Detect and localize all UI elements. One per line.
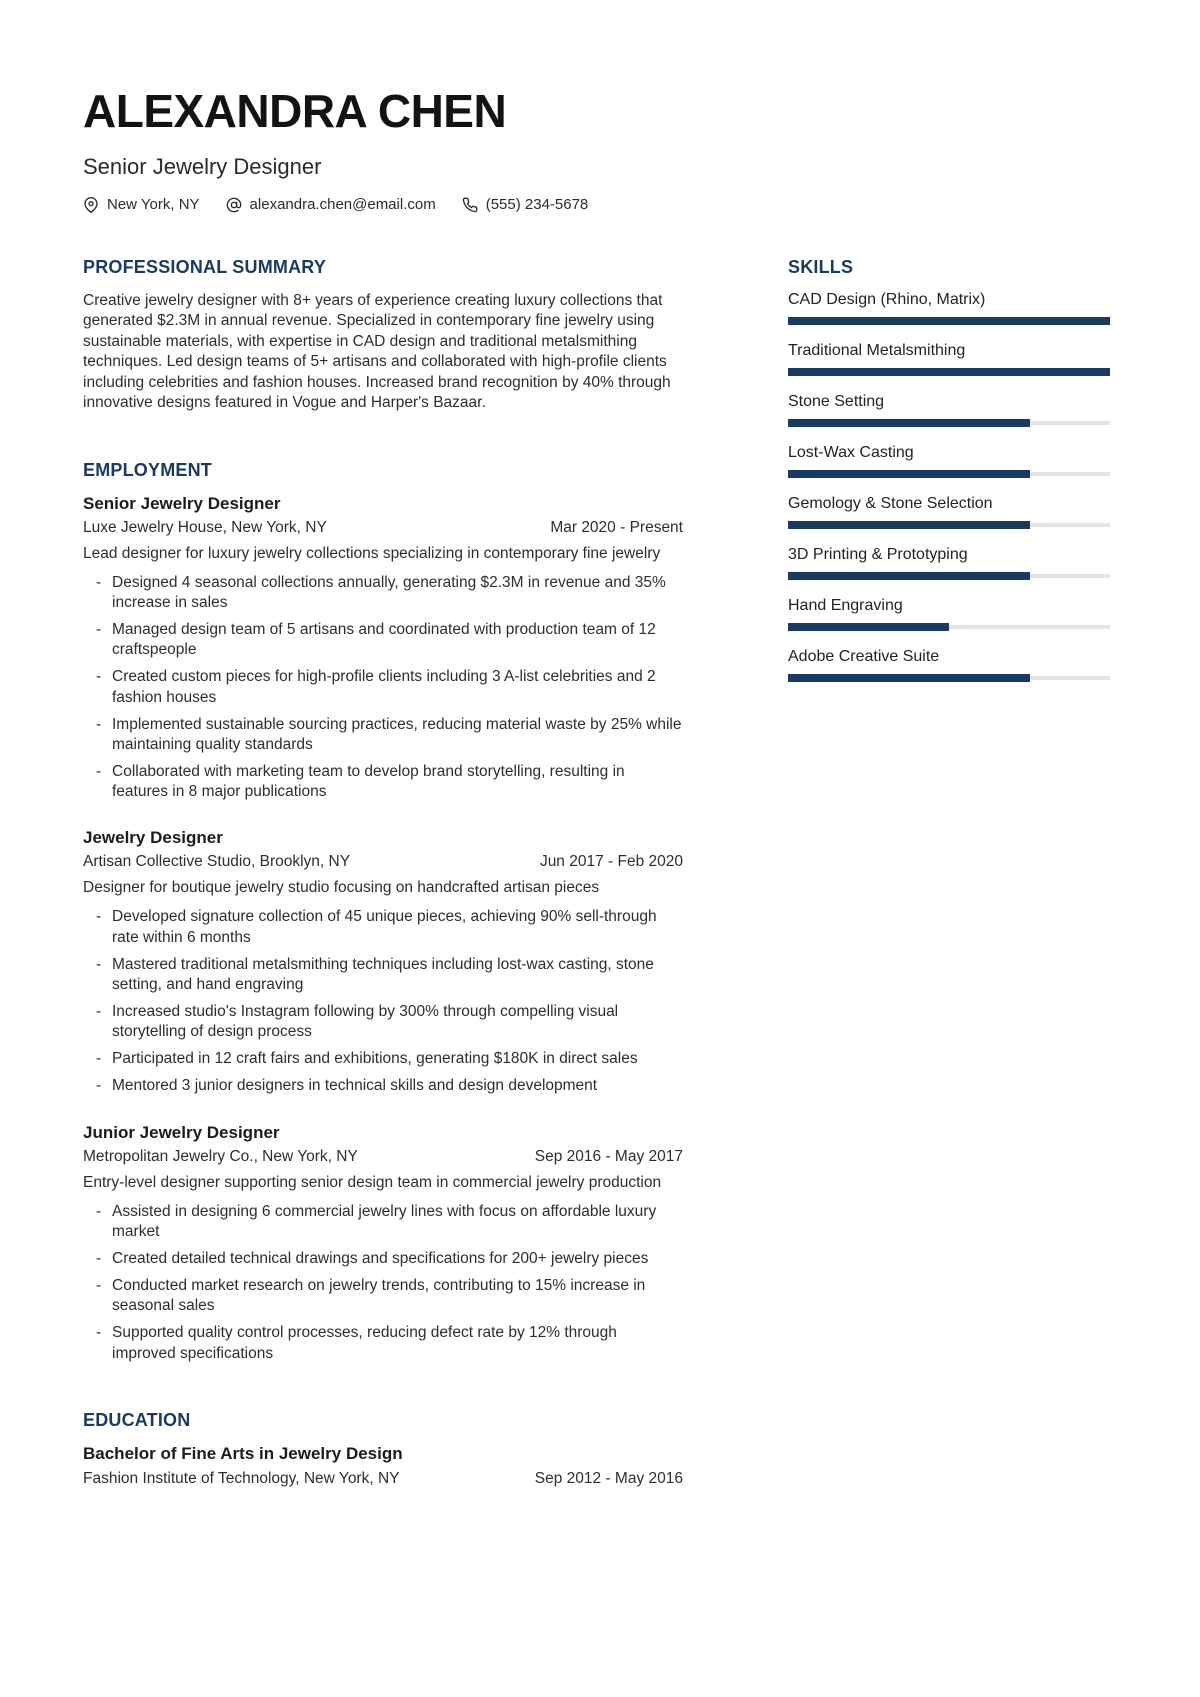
- skills-column: [788, 257, 1110, 699]
- job-bullet: - Collaborated with marketing team to develop brand storytelling, resulting in features in 8 major publications: [83, 762, 683, 802]
- section-employment: [83, 460, 683, 1364]
- location-pin-icon: [83, 197, 99, 213]
- skill-label: CAD Design (Rhino, Matrix): [788, 291, 986, 308]
- section-education: [83, 1410, 683, 1488]
- education-heading: EDUCATION: [83, 1409, 191, 1430]
- job-bullet: - Mastered traditional metalsmithing techniques including lost-wax casting, stone setting, and hand engraving: [83, 955, 683, 995]
- job-dates: Mar 2020 - Present: [550, 518, 683, 536]
- skill-label: Adobe Creative Suite: [788, 648, 940, 665]
- skill-progress-bar: [788, 572, 1110, 580]
- job-bullet-list: [83, 1202, 683, 1364]
- job-title: Senior Jewelry Designer: [83, 493, 281, 513]
- job-bullet: - Developed signature collection of 45 unique pieces, achieving 90% sell-through rate within 6 months: [83, 907, 683, 947]
- contact-phone-text: (555) 234-5678: [485, 196, 589, 213]
- skill-item: [788, 648, 1110, 682]
- skill-item: [788, 546, 1110, 580]
- skills-heading: SKILLS: [788, 257, 854, 277]
- skill-progress-bar: [788, 623, 1110, 631]
- at-sign-icon: [226, 197, 242, 213]
- skill-item: [788, 393, 1110, 427]
- job-bullet: - Assisted in designing 6 commercial jewelry lines with focus on affordable luxury market: [83, 1202, 683, 1242]
- candidate-name: ALEXANDRA CHEN: [83, 85, 507, 137]
- skill-item: [788, 444, 1110, 478]
- skill-label: Lost-Wax Casting: [788, 444, 914, 461]
- skill-label: 3D Printing & Prototyping: [788, 546, 968, 563]
- contact-row: [83, 196, 1110, 213]
- skill-label: Hand Engraving: [788, 597, 903, 614]
- skill-item: [788, 291, 1110, 325]
- job-bullet: - Created detailed technical drawings and specifications for 200+ jewelry pieces: [83, 1249, 683, 1269]
- job-bullet: - Implemented sustainable sourcing practices, reducing material waste by 25% while maintaining quality standards: [83, 715, 683, 755]
- job-entry: [83, 1123, 683, 1364]
- job-entry: [83, 828, 683, 1096]
- job-title: Junior Jewelry Designer: [83, 1122, 280, 1142]
- skill-progress-bar: [788, 674, 1110, 682]
- skill-item: [788, 597, 1110, 631]
- candidate-title: Senior Jewelry Designer: [83, 154, 322, 179]
- contact-email: [226, 196, 436, 213]
- job-bullet: - Supported quality control processes, reducing defect rate by 12% through improved specifications: [83, 1323, 683, 1363]
- skill-label: Traditional Metalsmithing: [788, 342, 966, 359]
- job-bullet: - Designed 4 seasonal collections annually, generating $2.3M in revenue and 35% increase in sales: [83, 573, 683, 613]
- education-school: Fashion Institute of Technology, New York, NY: [83, 1469, 400, 1487]
- employment-heading: EMPLOYMENT: [83, 459, 213, 480]
- skill-progress-bar: [788, 470, 1110, 478]
- contact-location: [83, 196, 200, 213]
- job-company: Artisan Collective Studio, Brooklyn, NY: [83, 853, 351, 871]
- job-company: Metropolitan Jewelry Co., New York, NY: [83, 1147, 358, 1165]
- job-bullet-list: [83, 573, 683, 802]
- skill-label: Gemology & Stone Selection: [788, 495, 993, 512]
- contact-location-text: New York, NY: [107, 196, 200, 213]
- job-bullet: - Created custom pieces for high-profile clients including 3 A-list celebrities and 2 fashion houses: [83, 667, 683, 707]
- job-title: Jewelry Designer: [83, 828, 223, 848]
- main-column: [83, 257, 683, 1488]
- contact-email-text: alexandra.chen@email.com: [249, 196, 436, 213]
- job-description: Lead designer for luxury jewelry collections specializing in contemporary fine jewelry: [83, 544, 661, 562]
- section-professional-summary: [83, 257, 683, 414]
- resume-header: [83, 85, 1110, 213]
- job-dates: Jun 2017 - Feb 2020: [539, 853, 683, 871]
- skill-progress-bar: [788, 419, 1110, 427]
- job-bullet: - Increased studio's Instagram following by 300% through compelling visual storytelling of design process: [83, 1002, 683, 1042]
- skill-progress-bar: [788, 317, 1110, 325]
- education-dates: Sep 2012 - May 2016: [534, 1469, 683, 1487]
- skill-item: [788, 342, 1110, 376]
- skill-progress-bar: [788, 521, 1110, 529]
- job-description: Entry-level designer supporting senior design team in commercial jewelry production: [83, 1173, 662, 1191]
- skill-label: Stone Setting: [788, 393, 885, 410]
- phone-icon: [462, 197, 478, 213]
- summary-heading: PROFESSIONAL SUMMARY: [83, 257, 327, 277]
- job-bullet: - Participated in 12 craft fairs and exhibitions, generating $180K in direct sales: [83, 1049, 683, 1069]
- skill-progress-bar: [788, 368, 1110, 376]
- education-degree: Bachelor of Fine Arts in Jewelry Design: [83, 1443, 403, 1463]
- job-description: Designer for boutique jewelry studio focusing on handcrafted artisan pieces: [83, 879, 600, 897]
- job-bullet: - Managed design team of 5 artisans and coordinated with production team of 12 craftspeople: [83, 620, 683, 660]
- job-entry: [83, 494, 683, 803]
- summary-text: Creative jewelry designer with 8+ years of experience creating luxury collections that generated $2.3M in annual revenue. Specialized in contemporary fine jewelry using sustainable materials, with expertise in CAD design and traditional metalsmithing techniques. Led design teams of 5+ artisans and collaborated with high-profile clients including celebrities and fashion houses. Increased brand recognition by 40% through innovative designs featured in Vogue and Harper's Bazaar.: [83, 292, 671, 412]
- contact-phone: [462, 196, 589, 213]
- job-bullet: - Conducted market research on jewelry trends, contributing to 15% increase in seasonal sales: [83, 1276, 683, 1316]
- job-bullet: - Mentored 3 junior designers in technical skills and design development: [83, 1076, 683, 1096]
- skill-item: [788, 495, 1110, 529]
- job-company: Luxe Jewelry House, New York, NY: [83, 518, 327, 536]
- job-dates: Sep 2016 - May 2017: [534, 1147, 683, 1165]
- job-bullet-list: [83, 907, 683, 1096]
